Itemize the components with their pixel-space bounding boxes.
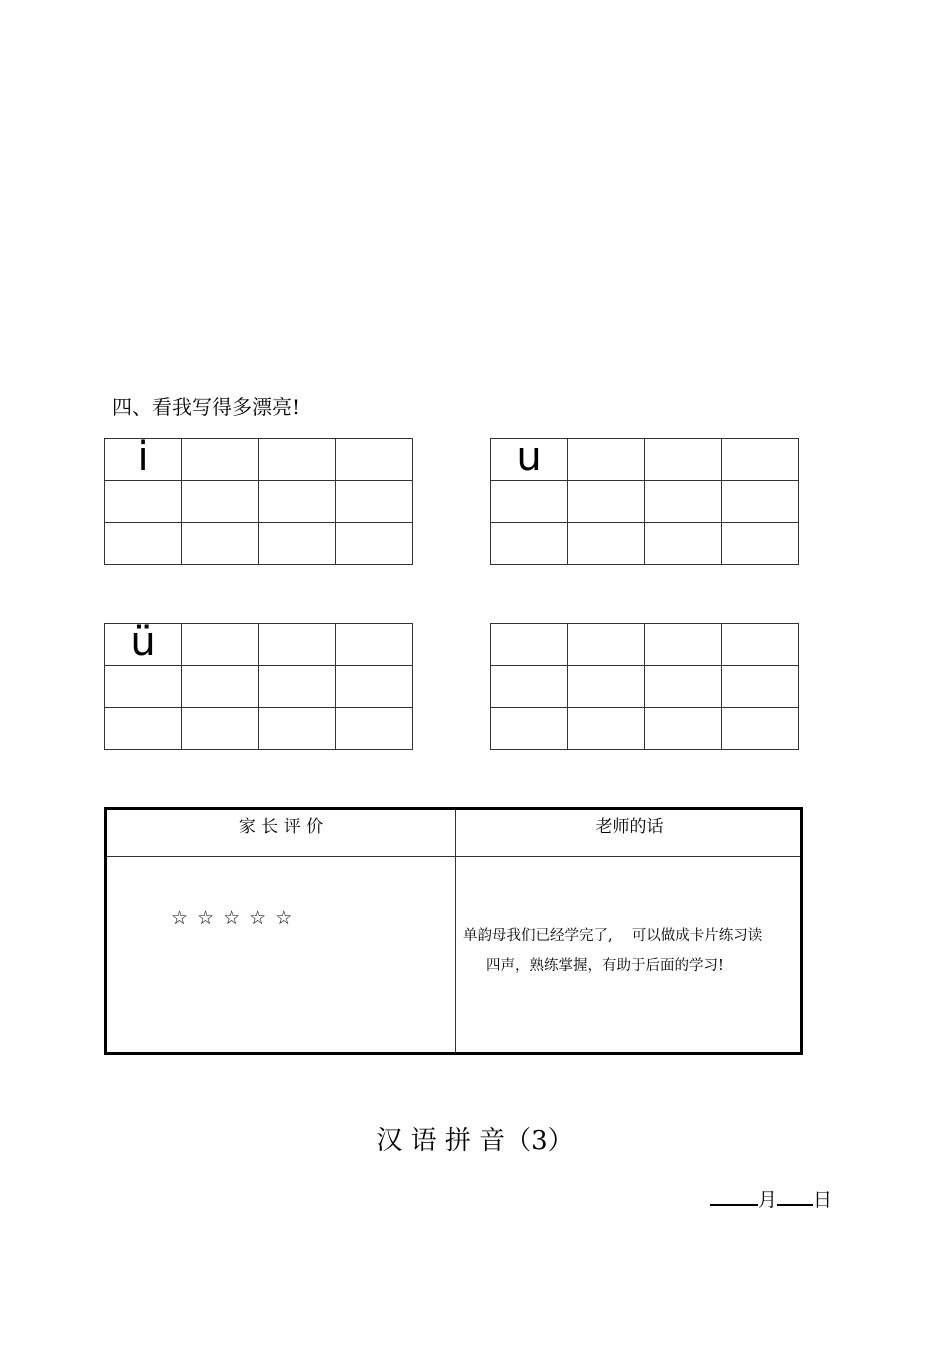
grid-cell[interactable] [105, 523, 182, 565]
grid-cell[interactable] [259, 666, 336, 708]
writing-grid-i [104, 434, 413, 565]
grid-cell[interactable] [568, 439, 645, 481]
pinyin-letter: u [516, 434, 542, 480]
grid-cell[interactable] [722, 481, 799, 523]
grid-cell[interactable] [491, 624, 568, 666]
date-field [710, 1184, 832, 1213]
teacher-comment-line: 四声，熟练掌握，有助于后面的学习! [486, 958, 724, 974]
star-rating [171, 906, 301, 930]
star-icon[interactable]: ☆ [171, 907, 189, 929]
grid-cell[interactable] [645, 708, 722, 750]
grid-cell[interactable] [105, 666, 182, 708]
evaluation-table [104, 807, 803, 1055]
grid-cell[interactable] [182, 624, 259, 666]
grid-cell[interactable] [336, 523, 413, 565]
grid-cell[interactable] [259, 708, 336, 750]
grid-cell[interactable] [722, 708, 799, 750]
grid-cell[interactable] [336, 481, 413, 523]
grid-cell[interactable] [182, 481, 259, 523]
grid-cell[interactable] [645, 523, 722, 565]
grid-cell[interactable] [568, 481, 645, 523]
grid-cell[interactable] [568, 624, 645, 666]
teacher-comment-header: 老师的话 [595, 817, 664, 837]
grid-cell-letter [491, 434, 568, 481]
grid-cell[interactable] [182, 523, 259, 565]
writing-grid-blank [490, 623, 799, 750]
grid-cell[interactable] [568, 523, 645, 565]
grid-cell-letter [105, 434, 182, 481]
grid-cell[interactable] [336, 666, 413, 708]
grid-cell[interactable] [491, 523, 568, 565]
day-label: 日 [813, 1189, 833, 1211]
grid-cell[interactable] [336, 708, 413, 750]
grid-cell[interactable] [491, 481, 568, 523]
star-icon[interactable]: ☆ [275, 907, 293, 929]
grid-cell[interactable] [336, 439, 413, 481]
grid-cell[interactable] [182, 708, 259, 750]
grid-cell[interactable] [722, 666, 799, 708]
column-divider [455, 810, 456, 1052]
lesson-title: 汉 语 拼 音（3） [376, 1126, 574, 1156]
section-title: 四、看我写得多漂亮! [112, 395, 301, 419]
writing-grid-u-umlaut [104, 619, 413, 750]
grid-cell[interactable] [645, 481, 722, 523]
grid-cell[interactable] [722, 624, 799, 666]
grid-cell[interactable] [259, 624, 336, 666]
grid-cell[interactable] [645, 666, 722, 708]
grid-cell[interactable] [105, 481, 182, 523]
month-label: 月 [758, 1189, 778, 1211]
grid-cell[interactable] [645, 439, 722, 481]
star-icon[interactable]: ☆ [249, 907, 267, 929]
grid-cell[interactable] [259, 439, 336, 481]
star-icon[interactable]: ☆ [223, 907, 241, 929]
grid-cell[interactable] [722, 523, 799, 565]
star-icon[interactable]: ☆ [197, 907, 215, 929]
grid-cell[interactable] [568, 666, 645, 708]
grid-cell[interactable] [568, 708, 645, 750]
pinyin-letter: ü [130, 619, 156, 665]
grid-cell[interactable] [182, 439, 259, 481]
parent-evaluation-header: 家 长 评 价 [238, 817, 324, 837]
grid-cell[interactable] [491, 708, 568, 750]
grid-cell[interactable] [182, 666, 259, 708]
teacher-comment-line: 单韵母我们已经学完了, 可以做成卡片练习读 [463, 928, 763, 944]
grid-cell[interactable] [259, 481, 336, 523]
day-blank[interactable] [777, 1184, 813, 1206]
grid-cell[interactable] [105, 708, 182, 750]
grid-cell[interactable] [336, 624, 413, 666]
pinyin-letter: i [137, 434, 149, 480]
grid-cell[interactable] [722, 439, 799, 481]
writing-grid-u [490, 434, 799, 565]
header-divider [107, 856, 800, 857]
grid-cell[interactable] [259, 523, 336, 565]
teacher-comment [463, 921, 799, 981]
grid-cell-letter [105, 619, 182, 666]
grid-cell[interactable] [645, 624, 722, 666]
month-blank[interactable] [710, 1184, 758, 1206]
grid-cell[interactable] [491, 666, 568, 708]
